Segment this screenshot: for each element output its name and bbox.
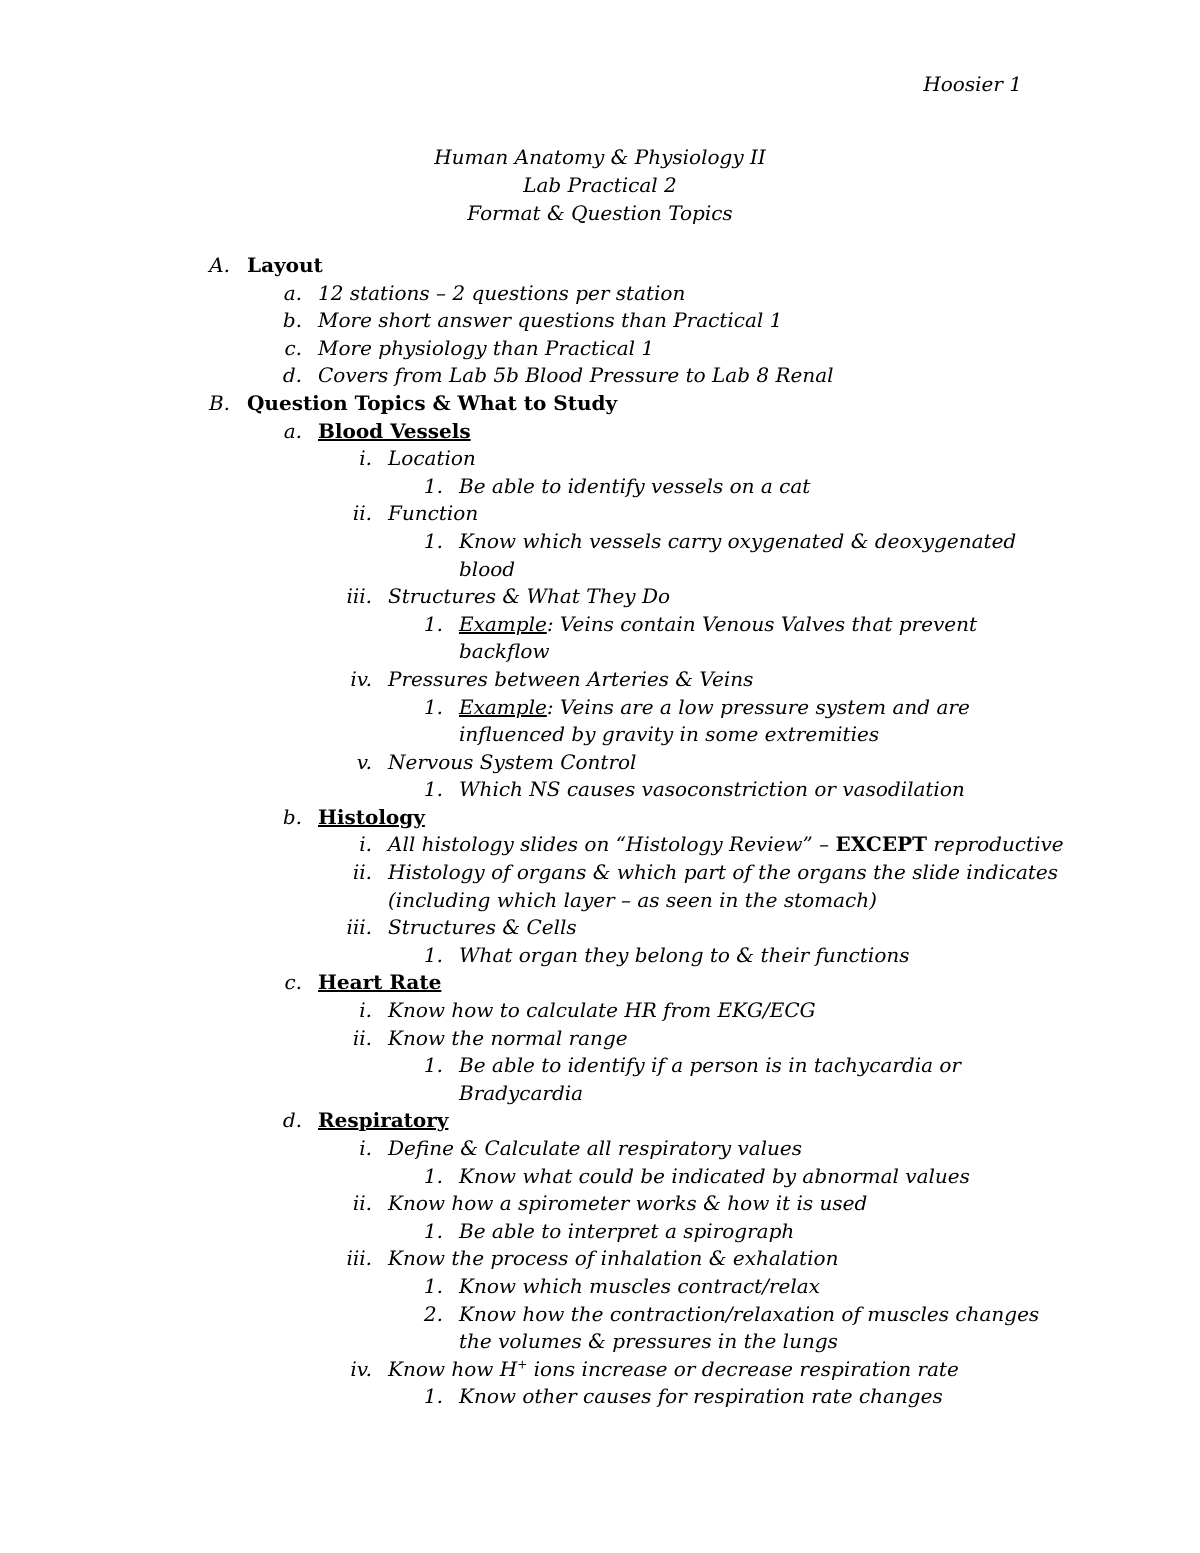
list-label: a. (283, 418, 302, 443)
list-text: influenced by gravity in some extremities (459, 722, 880, 747)
text-segment: All histology slides on “Histology Review” – (388, 832, 836, 857)
list-item-continuation (0, 1328, 1200, 1356)
list-item-continuation (0, 1080, 1200, 1108)
list-label: iii. (346, 584, 372, 609)
list-label: 1. (423, 1273, 443, 1298)
list-text: Know which vessels carry oxygenated & deoxygenated (459, 528, 1017, 553)
list-label: d. (282, 363, 302, 388)
list-label: ii. (352, 1191, 372, 1216)
list-text: Know how a spirometer works & how it is used (388, 1191, 868, 1216)
list-label: i. (359, 998, 372, 1023)
list-label: b. (282, 804, 302, 829)
list-label: 1. (423, 528, 443, 553)
list-text: Know the process of inhalation & exhalation (388, 1246, 839, 1271)
list-label: 1. (423, 942, 443, 967)
list-item (0, 473, 1200, 501)
list-item (0, 776, 1200, 804)
list-label: 1. (423, 694, 443, 719)
list-text: Structures & What They Do (388, 584, 671, 609)
list-label: c. (284, 335, 302, 360)
list-item (0, 500, 1200, 528)
list-text: Know how to calculate HR from EKG/ECG (388, 998, 816, 1023)
list-text: Define & Calculate all respiratory values (388, 1136, 803, 1160)
list-item (0, 1052, 1200, 1080)
text-segment: ions increase or decrease respiration rate (527, 1356, 959, 1381)
list-label: 2. (423, 1301, 443, 1326)
example-text: : Veins are a low pressure system and are (546, 694, 970, 719)
list-text (459, 694, 970, 722)
topic-heading: Histology (318, 804, 425, 829)
list-label: 1. (423, 777, 443, 802)
list-item (0, 528, 1200, 556)
title-block (0, 143, 1200, 227)
section-heading: Question Topics & What to Study (247, 390, 618, 415)
list-text: Nervous System Control (388, 749, 637, 774)
example-label: Example (459, 694, 547, 719)
list-item (0, 1025, 1200, 1053)
list-text: Structures & Cells (388, 915, 577, 940)
document-subtitle: Format & Question Topics (467, 201, 733, 225)
list-label: i. (359, 832, 372, 857)
list-label: d. (282, 1108, 302, 1133)
emphasis-text: EXCEPT (835, 832, 927, 857)
list-label: ii. (352, 1025, 372, 1050)
example-text: : Veins contain Venous Valves that prevent (546, 611, 978, 636)
list-item (0, 1135, 1200, 1163)
list-label: 1. (423, 473, 443, 498)
list-item-continuation (0, 556, 1200, 584)
list-text: Be able to identify if a person is in tachycardia or (459, 1053, 961, 1078)
list-item (0, 1301, 1200, 1329)
list-item (0, 831, 1200, 859)
list-label: iii. (346, 1246, 372, 1271)
course-title: Human Anatomy & Physiology II (434, 145, 766, 169)
list-text: the volumes & pressures in the lungs (459, 1329, 838, 1354)
list-item (0, 914, 1200, 942)
list-text: (including which layer – as seen in the stomach) (388, 887, 877, 912)
example-label: Example (459, 611, 547, 636)
list-item (0, 1245, 1200, 1273)
list-item (0, 583, 1200, 611)
list-item (0, 1273, 1200, 1301)
list-label: i. (359, 1136, 372, 1160)
outline (0, 252, 1200, 1411)
list-item (0, 1383, 1200, 1411)
running-head: Hoosier 1 (923, 72, 1022, 96)
list-text: Know which muscles contract/relax (459, 1273, 820, 1298)
list-text: Bradycardia (459, 1080, 584, 1105)
list-text (459, 611, 977, 639)
list-text: What organ they belong to & their functions (459, 942, 910, 967)
text-segment: reproductive (927, 832, 1064, 857)
list-text: Know other causes for respiration rate changes (459, 1384, 943, 1409)
list-label: 1. (423, 611, 443, 636)
list-label: iv. (350, 666, 372, 691)
list-label: A. (209, 253, 230, 277)
list-item (0, 335, 1200, 363)
list-item-continuation (0, 721, 1200, 749)
section-a-heading (0, 252, 1200, 280)
list-text (388, 1356, 959, 1384)
list-item (0, 997, 1200, 1025)
list-text (388, 831, 1064, 859)
list-item (0, 611, 1200, 639)
section-b-heading (0, 390, 1200, 418)
list-label: 1. (423, 1384, 443, 1409)
list-label: i. (359, 446, 372, 471)
list-text: 12 stations – 2 questions per station (318, 280, 686, 305)
list-item (0, 362, 1200, 390)
list-label: 1. (423, 1163, 443, 1188)
exam-title: Lab Practical 2 (523, 173, 677, 197)
list-item (0, 666, 1200, 694)
list-item (0, 859, 1200, 887)
list-label: b. (282, 308, 302, 333)
list-item (0, 1163, 1200, 1191)
list-label: iv. (350, 1356, 372, 1381)
list-text: Be able to interpret a spirograph (459, 1218, 795, 1243)
list-text: backflow (459, 639, 550, 664)
list-text: Pressures between Arteries & Veins (388, 666, 754, 691)
list-label: B. (208, 390, 230, 415)
topic-heart-rate (0, 969, 1200, 997)
list-item (0, 307, 1200, 335)
list-item (0, 1218, 1200, 1246)
topic-respiratory (0, 1107, 1200, 1135)
list-text: Know how the contraction/relaxation of muscles changes (459, 1301, 1040, 1326)
topic-histology (0, 804, 1200, 832)
topic-blood-vessels (0, 418, 1200, 446)
list-label: v. (356, 749, 372, 774)
list-text: Covers from Lab 5b Blood Pressure to Lab 8 Renal (318, 363, 834, 388)
list-item-continuation (0, 638, 1200, 666)
list-text: Be able to identify vessels on a cat (459, 473, 811, 498)
topic-heading: Heart Rate (318, 970, 442, 995)
list-text: Which NS causes vasoconstriction or vasodilation (459, 777, 965, 802)
text-segment: Know how H (388, 1356, 518, 1381)
list-item (0, 1190, 1200, 1218)
list-label: 1. (423, 1218, 443, 1243)
list-item-continuation (0, 887, 1200, 915)
list-item (0, 942, 1200, 970)
list-label: a. (283, 280, 302, 305)
list-text: Know what could be indicated by abnormal values (459, 1163, 970, 1188)
list-item (0, 280, 1200, 308)
list-label: iii. (346, 915, 372, 940)
list-text: Know the normal range (388, 1025, 628, 1050)
topic-heading: Blood Vessels (318, 418, 471, 443)
list-label: ii. (352, 860, 372, 885)
list-item (0, 749, 1200, 777)
list-text: More physiology than Practical 1 (318, 335, 655, 360)
superscript: + (517, 1357, 528, 1372)
list-text: Location (388, 446, 476, 471)
list-text: More short answer questions than Practical 1 (318, 308, 783, 333)
list-label: c. (284, 970, 302, 995)
section-heading: Layout (247, 253, 323, 277)
list-label: ii. (352, 501, 372, 526)
list-text: Histology of organs & which part of the organs the slide indicates (388, 860, 1059, 885)
list-text: Function (388, 501, 479, 526)
list-text: blood (459, 556, 516, 581)
topic-heading: Respiratory (318, 1108, 449, 1133)
list-label: 1. (423, 1053, 443, 1078)
list-item (0, 445, 1200, 473)
list-item (0, 1356, 1200, 1384)
list-item (0, 694, 1200, 722)
